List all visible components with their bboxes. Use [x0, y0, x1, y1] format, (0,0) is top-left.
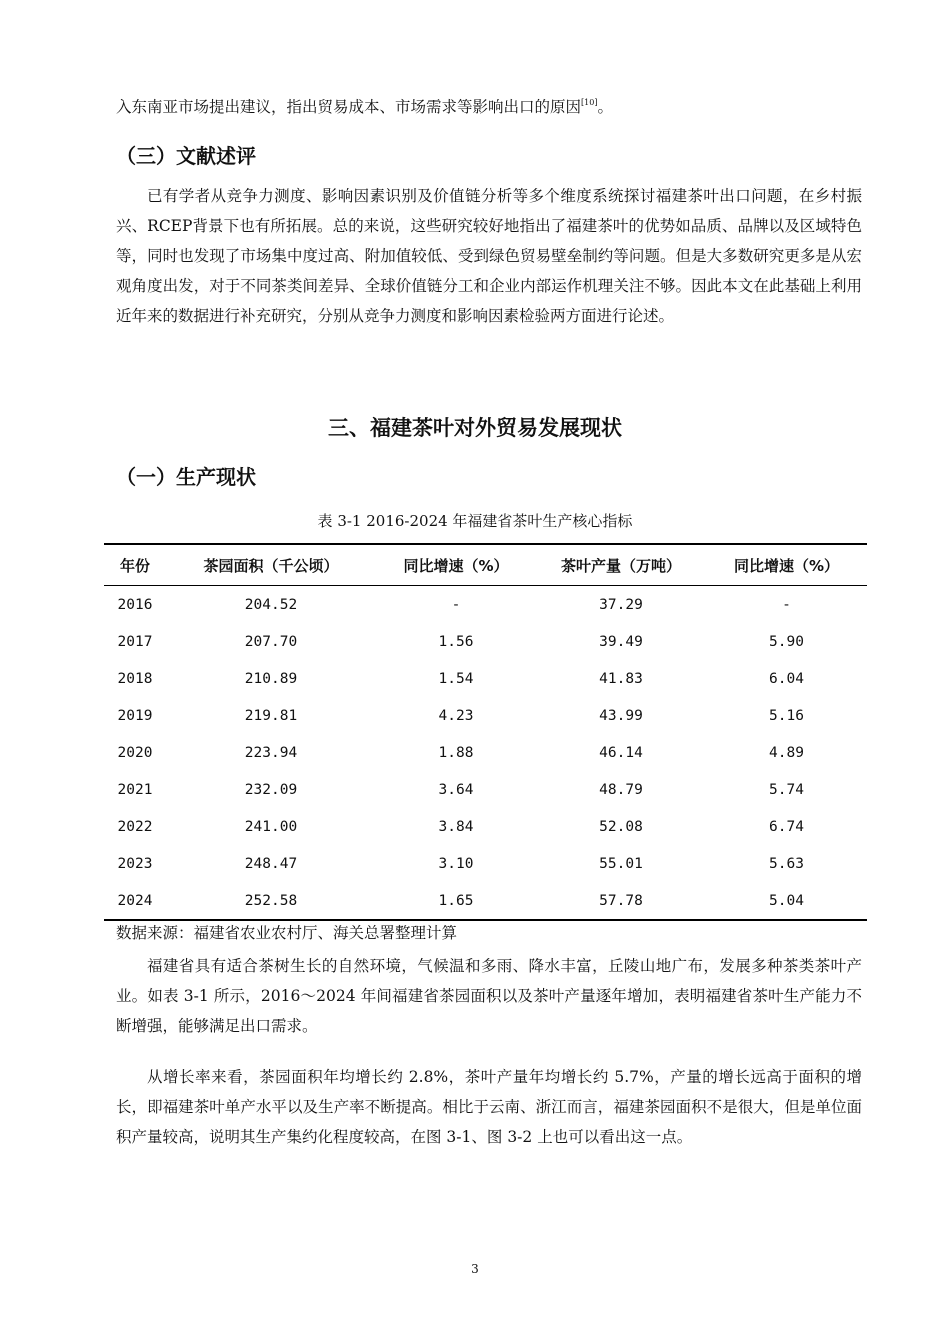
table-cell: 57.78: [536, 882, 706, 920]
table-row: [104, 845, 867, 882]
table-cell: 2021: [117, 781, 153, 798]
table-row: [104, 808, 867, 845]
table-cell: 2018: [117, 670, 153, 687]
table-cell: 1.54: [438, 670, 474, 687]
table-cell: 48.79: [599, 781, 643, 798]
lit-review-paragraph: 已有学者从竞争力测度、影响因素识别及价值链分析等多个维度系统探讨福建茶叶出口问题，在乡村振兴、RCEP背景下也有所拓展。总的来说，这些研究较好地指出了福建茶叶的优势如品质、品牌以及区域特色等，同时也发现了市场集中度过高、附加值较低、受到绿色贸易壁垒制约等问题。但是大多数研究更多是从宏观角度出发，对于不同茶类间差异、全球价值链分工和企业内部运作机理关注不够。因此本文在此基础上利用近年来的数据进行补充研究，分别从竞争力测度和影响因素检验两方面进行论述。: [116, 187, 862, 325]
table-cell: 252.58: [166, 882, 376, 920]
table-cell: -: [451, 596, 461, 613]
table-cell: 41.83: [599, 670, 643, 687]
table-cell: 2017: [117, 633, 153, 650]
table-cell: 39.49: [599, 633, 643, 650]
table-row: [104, 660, 867, 697]
section-heading-production: （一）生产现状: [116, 465, 256, 489]
table-row: [104, 586, 867, 624]
table-row: [104, 771, 867, 808]
table-header-row: [104, 544, 867, 586]
header-output-growth: 同比增速（%）: [706, 544, 867, 586]
table-cell: 5.74: [769, 781, 804, 798]
body-paragraph-1: 福建省具有适合茶树生长的自然环境，气候温和多雨、降水丰富，丘陵山地广布，发展多种茶类茶叶产业。如表 3-1 所示，2016～2024 年间福建省茶园面积以及茶叶产量逐年增加，表明福建省茶叶生产能力不断增强，能够满足出口需求。: [116, 957, 862, 1035]
table-cell: 5.63: [769, 855, 804, 872]
table-cell: 207.70: [244, 633, 298, 650]
table-row: [104, 697, 867, 734]
table-cell: 6.74: [769, 818, 804, 835]
table-cell: 1.56: [438, 633, 474, 650]
table-cell: 6.04: [769, 670, 804, 687]
table-cell: 2024: [104, 882, 166, 920]
table-cell: 4.23: [438, 707, 474, 724]
table-cell: 46.14: [599, 744, 643, 761]
continued-end: 。: [597, 98, 613, 116]
table-cell: 37.29: [599, 596, 643, 613]
table-row: [104, 734, 867, 771]
table-cell: 210.89: [244, 670, 298, 687]
table-cell: 2020: [117, 744, 153, 761]
citation-ref[interactable]: [10]: [581, 98, 598, 107]
table-cell: 204.52: [244, 596, 298, 613]
table-cell: 1.65: [376, 882, 536, 920]
table-caption: 表 3-1 2016-2024 年福建省茶叶生产核心指标: [317, 512, 633, 530]
table-cell: 5.90: [769, 633, 804, 650]
table-cell: 1.88: [438, 744, 474, 761]
table-cell: 3.84: [438, 818, 474, 835]
table-cell: 52.08: [599, 818, 643, 835]
table-cell: -: [782, 596, 791, 613]
chapter-title: 三、福建茶叶对外贸易发展现状: [328, 416, 622, 440]
header-year: 年份: [104, 544, 166, 586]
continued-text: 入东南亚市场提出建议，指出贸易成本、市场需求等影响出口的原因: [116, 98, 582, 116]
table-cell: 223.94: [244, 744, 298, 761]
table-cell: 2019: [117, 707, 153, 724]
table-cell: 4.89: [769, 744, 804, 761]
header-garden-area: 茶园面积（千公顷）: [166, 544, 376, 586]
table-cell: 219.81: [244, 707, 298, 724]
table-cell: 2023: [117, 855, 153, 872]
table-cell: 55.01: [599, 855, 643, 872]
table-cell: 241.00: [244, 818, 298, 835]
header-output: 茶叶产量（万吨）: [536, 544, 706, 586]
table-body: [104, 586, 867, 921]
table-cell: 248.47: [244, 855, 298, 872]
table-cell: 3.10: [438, 855, 474, 872]
production-table: [104, 543, 867, 921]
table-source: 数据来源：福建省农业农村厅、海关总署整理计算: [116, 924, 458, 942]
table-row: [104, 623, 867, 660]
table-row: [104, 882, 867, 920]
table-cell: 43.99: [599, 707, 643, 724]
section-heading-lit-review: （三）文献述评: [116, 144, 256, 168]
table-cell: 232.09: [244, 781, 298, 798]
table-cell: 2016: [117, 596, 153, 613]
page-number: 3: [471, 1262, 479, 1276]
table-cell: 5.16: [769, 707, 804, 724]
header-area-growth: 同比增速（%）: [376, 544, 536, 586]
table-cell: 3.64: [438, 781, 474, 798]
table-cell: 2022: [117, 818, 153, 835]
table-cell: 5.04: [706, 882, 867, 920]
body-paragraph-2: 从增长率来看，茶园面积年均增长约 2.8%，茶叶产量年均增长约 5.7%，产量的增长远高于面积的增长，即福建茶叶单产水平以及生产率不断提高。相比于云南、浙江而言，福建茶园面积不是很大，但是单位面积产量较高，说明其生产集约化程度较高，在图 3-1、图 3-2 上也可以看出这一点。: [116, 1068, 862, 1146]
continued-paragraph: [116, 92, 862, 122]
